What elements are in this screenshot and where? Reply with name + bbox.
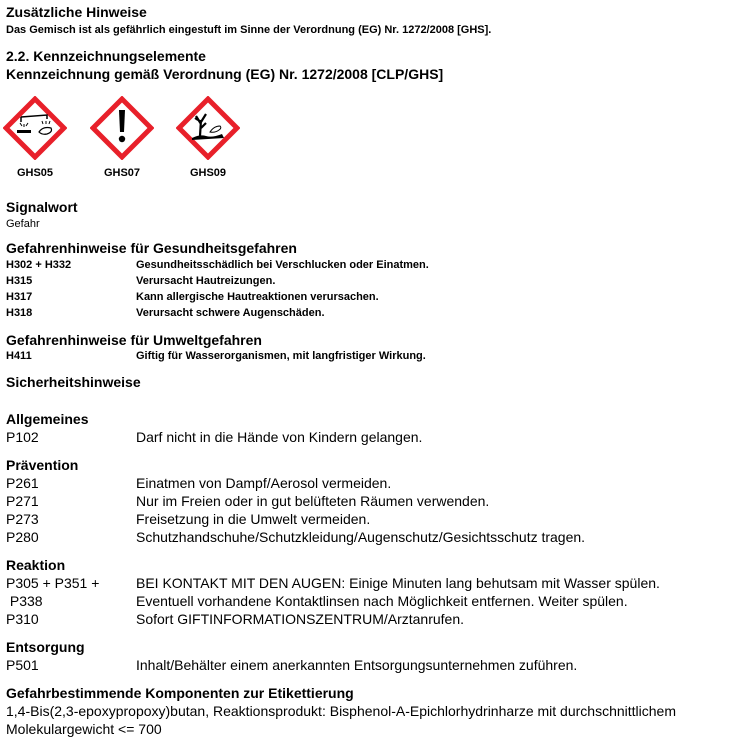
prevention-heading: Prävention (6, 457, 79, 473)
hazard-code: H315 (6, 275, 33, 287)
hazard-text: Kann allergische Hautreaktionen verursachen. (136, 291, 379, 303)
hazard-code: H318 (6, 307, 33, 319)
precaution-code: P305 + P351 + (6, 575, 100, 591)
precaution-text: Einatmen von Dampf/Aerosol vermeiden. (136, 475, 392, 491)
precaution-code: P261 (6, 475, 39, 491)
precaution-text: Freisetzung in die Umwelt vermeiden. (136, 511, 371, 527)
signal-word-value: Gefahr (6, 218, 40, 230)
precaution-code: P338 (6, 593, 43, 609)
precautionary-heading: Sicherheitshinweise (6, 374, 141, 390)
precaution-text: Nur im Freien oder in gut belüfteten Räumen verwenden. (136, 493, 490, 509)
section-22-heading: 2.2. Kennzeichnungselemente (6, 48, 206, 64)
hazard-text: Verursacht schwere Augenschäden. (136, 307, 325, 319)
health-hazards-heading: Gefahrenhinweise für Gesundheitsgefahren (6, 240, 297, 256)
precaution-code: P280 (6, 529, 39, 545)
hazard-code: H411 (6, 350, 32, 362)
ghs09-environment-icon (176, 96, 240, 160)
precaution-text: Sofort GIFTINFORMATIONSZENTRUM/Arztanrufen. (136, 611, 465, 627)
additional-info-text: Das Gemisch ist als gefährlich eingestuft im Sinne der Verordnung (EG) Nr. 1272/2008 [GHS]. (6, 24, 492, 36)
ghs09-label: GHS09 (189, 167, 227, 179)
hazard-code: H317 (6, 291, 33, 303)
response-heading: Reaktion (6, 557, 66, 573)
ghs05-label: GHS05 (16, 167, 54, 179)
precaution-code: P273 (6, 511, 39, 527)
precaution-code: P271 (6, 493, 39, 509)
signal-word-heading: Signalwort (6, 199, 78, 215)
precaution-text: Schutzhandschuhe/Schutzkleidung/Augenschutz/Gesichtsschutz tragen. (136, 529, 586, 545)
section-22-subtitle: Kennzeichnung gemäß Verordnung (EG) Nr. 1272/2008 [CLP/GHS] (6, 66, 444, 82)
ghs07-exclamation-mark-icon (90, 96, 154, 160)
precaution-text: BEI KONTAKT MIT DEN AUGEN: Einige Minuten lang behutsam mit Wasser spülen. (136, 575, 660, 591)
additional-info-heading: Zusätzliche Hinweise (6, 4, 147, 20)
ghs07-label: GHS07 (103, 167, 141, 179)
precaution-text: Eventuell vorhandene Kontaktlinsen nach Möglichkeit entfernen. Weiter spülen. (136, 593, 628, 609)
hazard-code: H302 + H332 (6, 259, 72, 271)
components-line-1: 1,4-Bis(2,3-epoxypropoxy)butan, Reaktionsprodukt: Bisphenol-A-Epichlorhydrinharze mit durchschnittlichem (6, 703, 676, 719)
precaution-code: P102 (6, 429, 39, 445)
precaution-text: Inhalt/Behälter einem anerkannten Entsorgungsunternehmen zuführen. (136, 657, 578, 673)
components-line-2: Molekulargewicht <= 700 (6, 721, 162, 737)
disposal-heading: Entsorgung (6, 639, 85, 655)
hazard-text: Verursacht Hautreizungen. (136, 275, 276, 287)
precaution-code: P501 (6, 657, 39, 673)
components-heading: Gefahrbestimmende Komponenten zur Etikettierung (6, 685, 354, 701)
env-hazards-heading: Gefahrenhinweise für Umweltgefahren (6, 332, 262, 348)
general-heading: Allgemeines (6, 411, 89, 427)
precaution-text: Darf nicht in die Hände von Kindern gelangen. (136, 429, 423, 445)
hazard-text: Giftig für Wasserorganismen, mit langfristiger Wirkung. (136, 350, 426, 362)
precaution-code: P310 (6, 611, 39, 627)
hazard-text: Gesundheitsschädlich bei Verschlucken oder Einatmen. (136, 259, 429, 271)
ghs05-corrosion-icon (3, 96, 67, 160)
